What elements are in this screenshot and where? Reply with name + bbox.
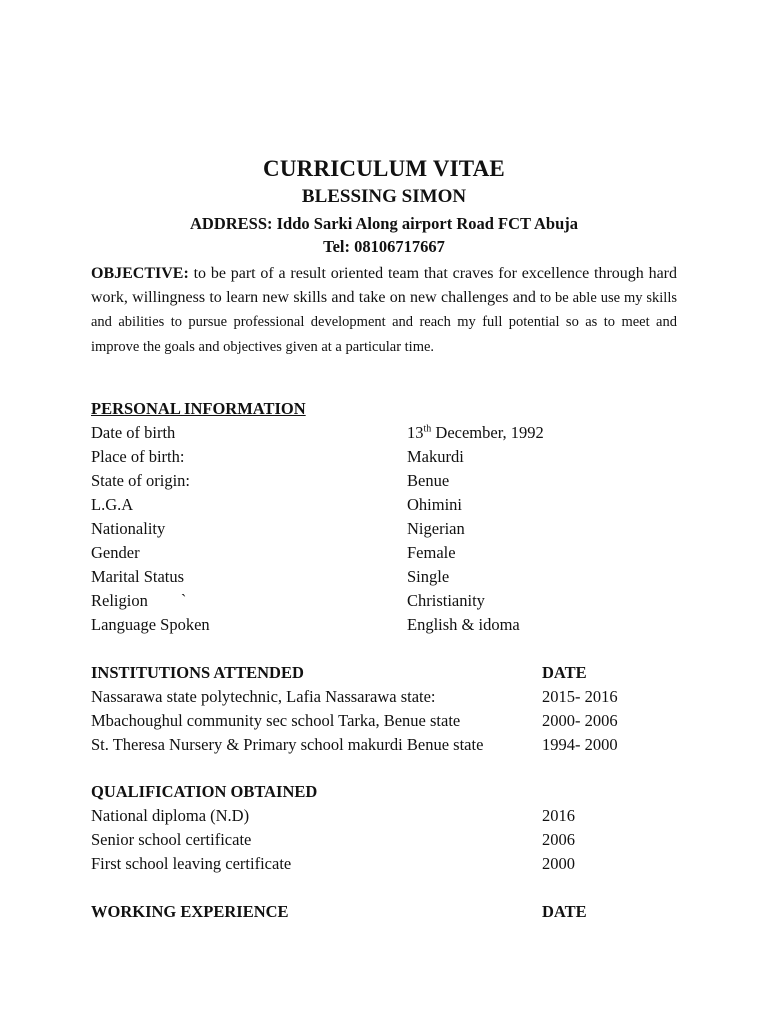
personal-row [91,591,691,615]
candidate-address: ADDRESS: Iddo Sarki Along airport Road FCT Abuja [190,214,578,233]
personal-value: Ohimini [407,495,463,514]
qualification-name: Senior school certificate [91,830,252,849]
qualification-date: 2000 [542,854,575,873]
institution-date: 1994- 2000 [542,735,618,754]
personal-value: Benue [407,471,450,490]
qualification-name: First school leaving certificate [91,854,292,873]
personal-row [91,615,691,639]
personal-row [91,495,691,519]
personal-value: Christianity [407,591,485,610]
personal-row [91,519,691,543]
experience-date-heading: DATE [542,902,587,921]
personal-row [91,471,691,495]
personal-value: Female [407,543,456,562]
personal-label: State of origin: [91,471,190,490]
personal-info-heading: PERSONAL INFORMATION [91,399,306,418]
objective-text-continued: to be able use my skills and abilities to pursue professional development and reach my full potential so as to meet and improve the goals and objectives given at a particular time. [91,289,678,355]
personal-row [91,543,691,567]
candidate-name: BLESSING SIMON [301,186,467,207]
personal-label: Marital Status [91,567,185,586]
qualifications-heading: QUALIFICATION OBTAINED [91,782,318,801]
qualification-row [91,830,691,854]
personal-row [91,447,691,471]
qualification-row [91,854,691,878]
document-title: CURRICULUM VITAE [263,156,505,181]
institution-row [91,687,691,711]
institution-date: 2000- 2006 [542,711,618,730]
personal-value: Single [407,567,450,586]
personal-label: Place of birth: [91,447,185,466]
dob-value: 13th December, 1992 [407,423,544,442]
institution-name: St. Theresa Nursery & Primary school makurdi Benue state [91,735,484,754]
objective-label: OBJECTIVE: [91,265,189,282]
objective-text: to be part of a result oriented team that craves for excellence through hard work, willingness to learn new skills and take on new challenges and [91,265,677,306]
personal-label: Gender [91,543,140,562]
personal-label: Language Spoken [91,615,210,634]
candidate-phone: Tel: 08106717667 [323,237,445,256]
institution-row [91,735,691,759]
personal-value: English & idoma [407,615,520,634]
institution-date: 2015- 2016 [542,687,618,706]
institution-row [91,711,691,735]
qualification-row [91,806,691,830]
experience-heading: WORKING EXPERIENCE [91,902,289,921]
institutions-date-heading: DATE [542,663,587,682]
qualification-date: 2006 [542,830,575,849]
personal-label: L.G.A [91,495,134,514]
personal-label: Nationality [91,519,166,538]
personal-label: Religion ` [91,591,187,610]
personal-value: Makurdi [407,447,464,466]
personal-value: Nigerian [407,519,465,538]
institutions-heading: INSTITUTIONS ATTENDED [91,663,304,682]
dob-label: Date of birth [91,423,176,442]
qualification-date: 2016 [542,806,575,825]
objective-paragraph [91,262,677,359]
qualification-name: National diploma (N.D) [91,806,250,825]
personal-row-dob [91,423,691,447]
institution-name: Mbachoughul community sec school Tarka, Benue state [91,711,461,730]
personal-row [91,567,691,591]
institution-name: Nassarawa state polytechnic, Lafia Nassarawa state: [91,687,436,706]
